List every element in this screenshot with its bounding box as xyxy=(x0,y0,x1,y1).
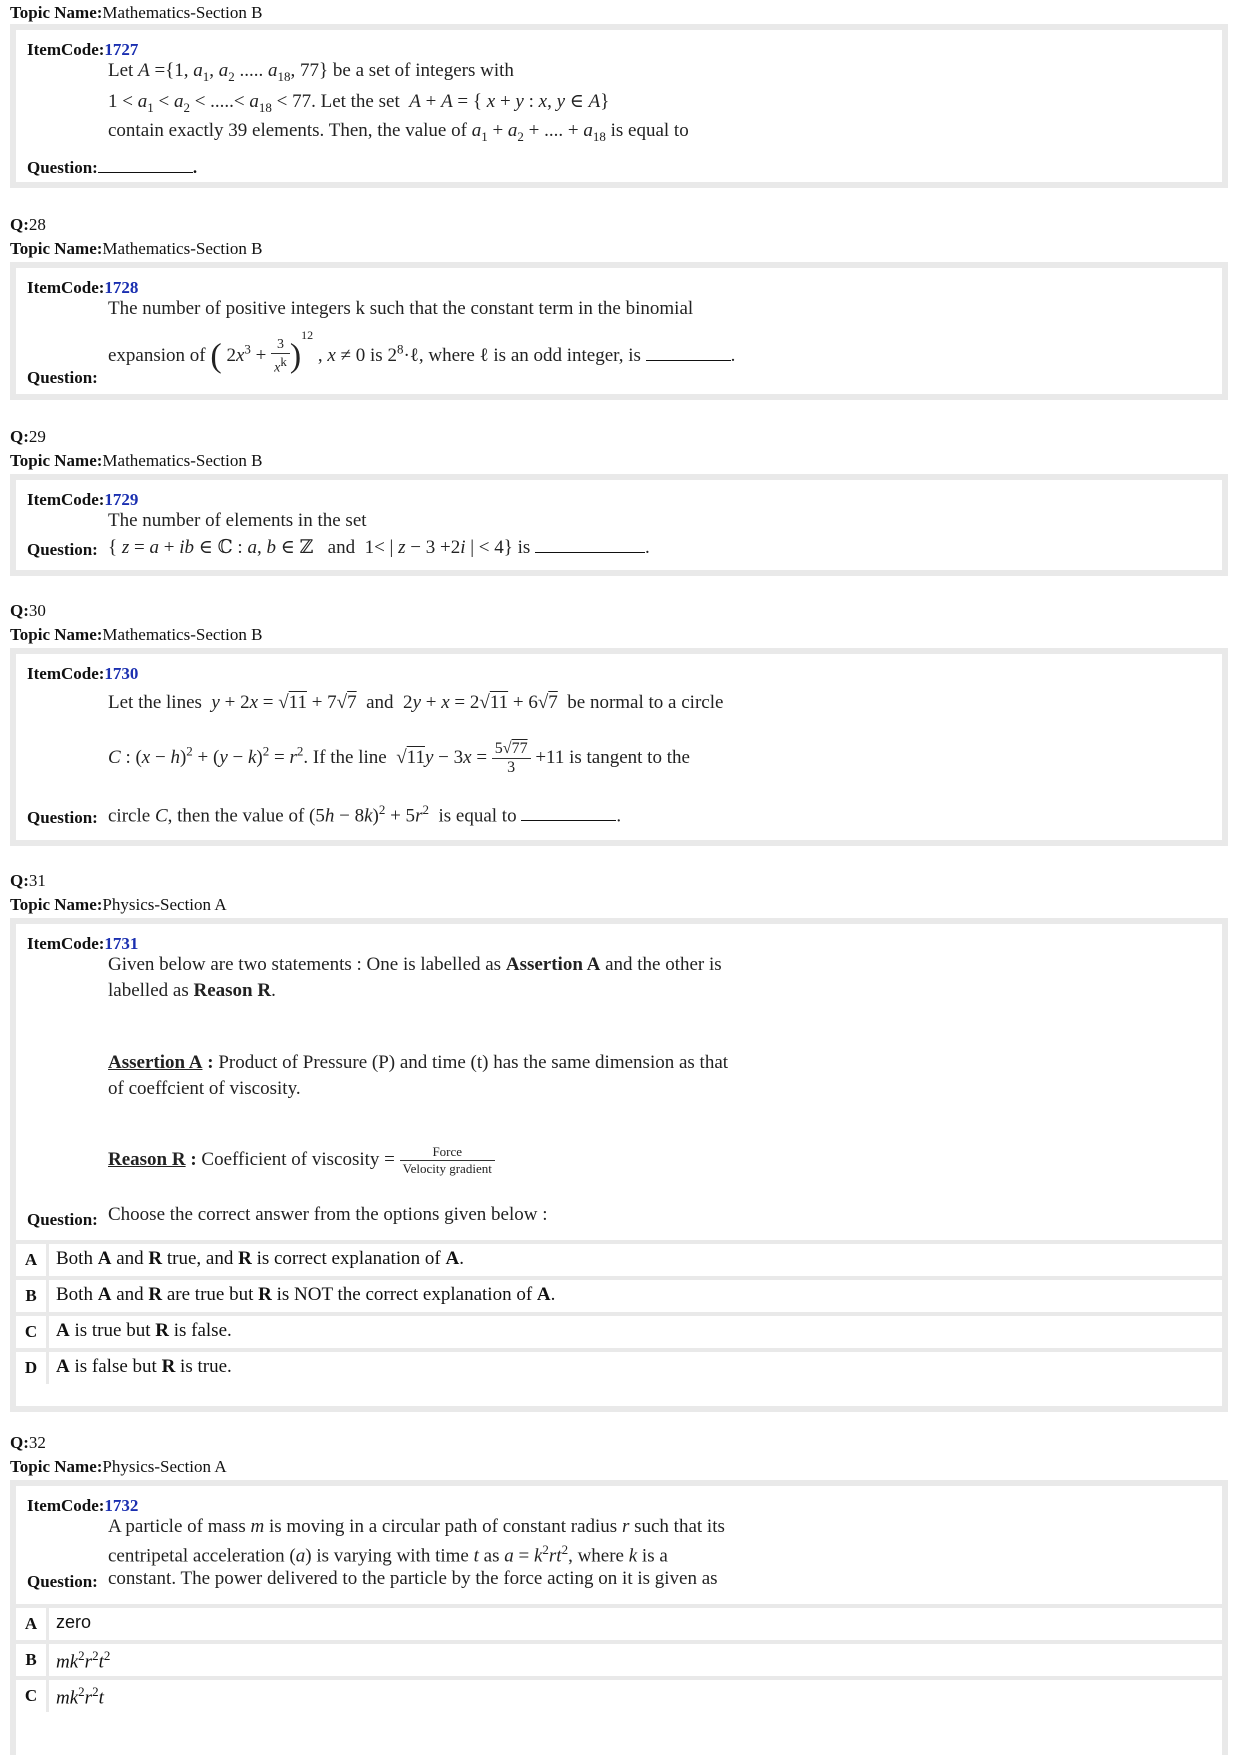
question-box-1732 xyxy=(10,1480,1228,1755)
itemcode: ItemCode:1729 xyxy=(27,490,139,509)
topic-heading: Topic Name:Mathematics-Section B xyxy=(10,451,263,470)
option-a[interactable] xyxy=(16,1604,1222,1640)
question-line: constant. The power delivered to the particle by the force acting on it is given as xyxy=(108,1568,718,1589)
question-number: Q:31 xyxy=(10,871,46,890)
option-letter: B xyxy=(16,1644,49,1676)
question-box-1727 xyxy=(10,24,1228,188)
question-label: Question: xyxy=(27,540,98,559)
question-label: Question: xyxy=(27,1210,98,1229)
option-letter: C xyxy=(16,1680,49,1712)
itemcode: ItemCode:1732 xyxy=(27,1496,139,1515)
option-text: Both A and R true, and R is correct explanation of A. xyxy=(56,1248,464,1269)
question-line: Let A ={1, $a_1$, $a_2$ ..... $a_{18}$, 77} be a set of integers with xyxy=(108,60,514,84)
topic-heading: Topic Name:Mathematics-Section B xyxy=(10,625,263,644)
option-text: $mk^2r^2t^2$ xyxy=(56,1648,111,1673)
option-d[interactable] xyxy=(16,1348,1222,1388)
topic-heading: Topic Name:Physics-Section A xyxy=(10,1457,227,1476)
question-box-1730 xyxy=(10,648,1228,846)
question-line: Given below are two statements : One is labelled as Assertion A and the other is xyxy=(108,954,722,975)
question-line: { z = a + ib ∈ ℂ : a, b ∈ ℤ and 1< | z − 3 +2i | < 4} is . xyxy=(108,537,650,558)
option-c[interactable] xyxy=(16,1676,1222,1712)
question-number: Q:29 xyxy=(10,427,46,446)
question-label: Question: xyxy=(27,1572,98,1591)
question-line: Choose the correct answer from the options given below : xyxy=(108,1204,548,1225)
option-c[interactable] xyxy=(16,1312,1222,1348)
option-text: Both A and R are true but R is NOT the correct explanation of A. xyxy=(56,1284,556,1305)
question-line: centripetal acceleration (a) is varying with time t as $a = k^2rt^2$, where k is a xyxy=(108,1542,668,1567)
option-text: A is true but R is false. xyxy=(56,1320,232,1341)
itemcode: ItemCode:1731 xyxy=(27,934,139,953)
option-letter: C xyxy=(16,1316,49,1348)
option-text: $mk^2r^2t$ xyxy=(56,1684,104,1709)
option-letter: A xyxy=(16,1608,49,1640)
question-line: The number of positive integers k such that the constant term in the binomial xyxy=(108,298,694,319)
option-letter: B xyxy=(16,1280,49,1312)
question-line: labelled as Reason R. xyxy=(108,980,276,1001)
question-line: A particle of mass m is moving in a circular path of constant radius r such that its xyxy=(108,1516,725,1537)
itemcode: ItemCode:1730 xyxy=(27,664,139,683)
question-line: $1 < a_1 < a_2$ < .....< $a_{18} < 77$. Let the set A + A = { x + y : x, y ∈ A} xyxy=(108,91,610,115)
question-box-1728 xyxy=(10,262,1228,400)
itemcode: ItemCode:1727 xyxy=(27,40,139,59)
question-line: expansion of ( $2x^3$ + $\frac{3}{x^k}$ )$^{12}$ , x ≠ 0 is $2^8\cdot\ell$, where ℓ is an odd integer, is . xyxy=(108,328,736,376)
question-box-1731 xyxy=(10,918,1228,1412)
option-a[interactable] xyxy=(16,1240,1222,1276)
option-b[interactable] xyxy=(16,1276,1222,1312)
question-number: Q:30 xyxy=(10,601,46,620)
option-text: A is false but R is true. xyxy=(56,1356,232,1377)
question-label: Question: xyxy=(27,808,98,827)
question-label: Question: . xyxy=(27,158,198,177)
question-box-1729 xyxy=(10,474,1228,576)
question-number: Q:32 xyxy=(10,1433,46,1452)
question-line: The number of elements in the set xyxy=(108,510,367,531)
question-line: contain exactly 39 elements. Then, the value of $a_1 + a_2$ + .... + $a_{18}$ is equal to xyxy=(108,120,689,144)
question-line: Let the lines y + 2x = √11 + 7√7 and 2y + x = 2√11 + 6√7 be normal to a circle xyxy=(108,692,724,713)
option-letter: A xyxy=(16,1244,49,1276)
itemcode: ItemCode:1728 xyxy=(27,278,139,297)
option-text: zero xyxy=(56,1612,92,1632)
option-b[interactable] xyxy=(16,1640,1222,1676)
topic-heading: Topic Name:Physics-Section A xyxy=(10,895,227,914)
topic-heading: Topic Name:Mathematics-Section B xyxy=(10,239,263,258)
question-line: C : $(x - h)^2 + (y - k)^2 = r^2$. If the line √11y − 3x = $\frac{5√77}{3}$ +11 is tangent to the xyxy=(108,740,690,776)
option-letter: D xyxy=(16,1352,49,1384)
topic-heading: Topic Name:Mathematics-Section B xyxy=(10,3,263,22)
question-number: Q:28 xyxy=(10,215,46,234)
question-label: Question: xyxy=(27,368,98,387)
assertion-line: Assertion A : Product of Pressure (P) and time (t) has the same dimension as that xyxy=(108,1052,729,1073)
reason-line: Reason R : Coefficient of viscosity = $\frac{\text{Force}}{\text{Velocity gradient}}$ xyxy=(108,1144,495,1177)
question-line: circle C, then the value of $(5h - 8k)^2 + 5r^2$ is equal to . xyxy=(108,802,622,827)
assertion-line: of coeffcient of viscosity. xyxy=(108,1078,301,1099)
